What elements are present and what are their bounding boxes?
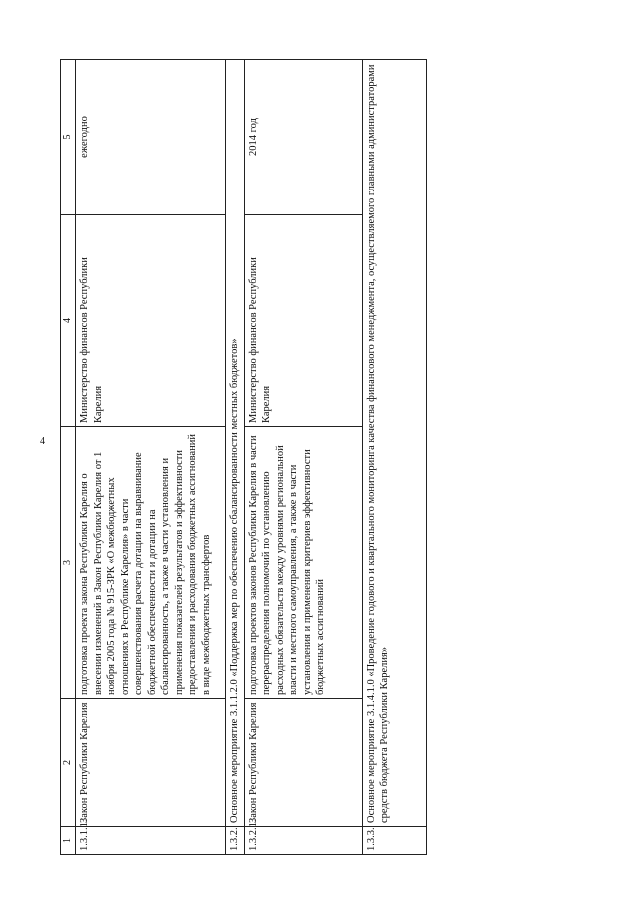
header-col-1: 1 bbox=[61, 827, 76, 855]
row-period: 2014 год bbox=[244, 60, 362, 215]
row-executor: Министерство финансов Республики Карелия bbox=[244, 215, 362, 427]
header-col-4: 4 bbox=[61, 215, 76, 427]
section-number: 1.3.3. bbox=[362, 827, 426, 855]
header-col-5: 5 bbox=[61, 60, 76, 215]
row-document-type: Закон Республики Карелия bbox=[244, 699, 362, 827]
row-number: 1.3.2.1. bbox=[244, 827, 362, 855]
section-title: Основное мероприятие 3.1.4.1.0 «Проведение годового и квартального мониторинга качества финансового менеджмента, осуществляемого главными администраторами средств бюджета Республики Карелия» bbox=[362, 60, 426, 827]
row-number: 1.3.1.1. bbox=[76, 827, 226, 855]
rotated-table-container bbox=[60, 60, 430, 855]
section-row-1-3-3 bbox=[362, 60, 426, 855]
header-col-3: 3 bbox=[61, 427, 76, 699]
plan-table bbox=[60, 59, 427, 855]
row-content: подготовка проектов законов Республики Карелия в части перераспределения полномочий по установлению расходных обязательств между уровнями региональной власти и местного самоуправления, а также в части установления и применения критериев эффективности бюджетных ассигнований bbox=[244, 427, 362, 699]
table-header-row bbox=[61, 60, 76, 855]
row-content: подготовка проекта закона Республики Карелия о внесении изменений в Закон Республики Карелия от 1 ноября 2005 года № 915-ЗРК «О межбюджетных отношениях в Республике Карелия» в части совершенствования расчета дотации на выравнивание бюджетной обеспеченности и дотации на сбалансированность, а также в части установления и применения показателей результатов и эффективности предоставления и расходования бюджетных ассигнований в виде межбюджетных трансфертов bbox=[76, 427, 226, 699]
row-executor: Министерство финансов Республики Карелия bbox=[76, 215, 226, 427]
section-row-1-3-2 bbox=[226, 60, 245, 855]
header-col-2: 2 bbox=[61, 699, 76, 827]
section-number: 1.3.2. bbox=[226, 827, 245, 855]
row-period: ежегодно bbox=[76, 60, 226, 215]
row-document-type: Закон Республики Карелия bbox=[76, 699, 226, 827]
table-row bbox=[244, 60, 362, 855]
page-number: 4 bbox=[40, 436, 45, 447]
section-title: Основное мероприятие 3.1.1.2.0 «Поддержка мер по обеспечению сбалансированности местных бюджетов» bbox=[226, 60, 245, 827]
table-row bbox=[76, 60, 226, 855]
